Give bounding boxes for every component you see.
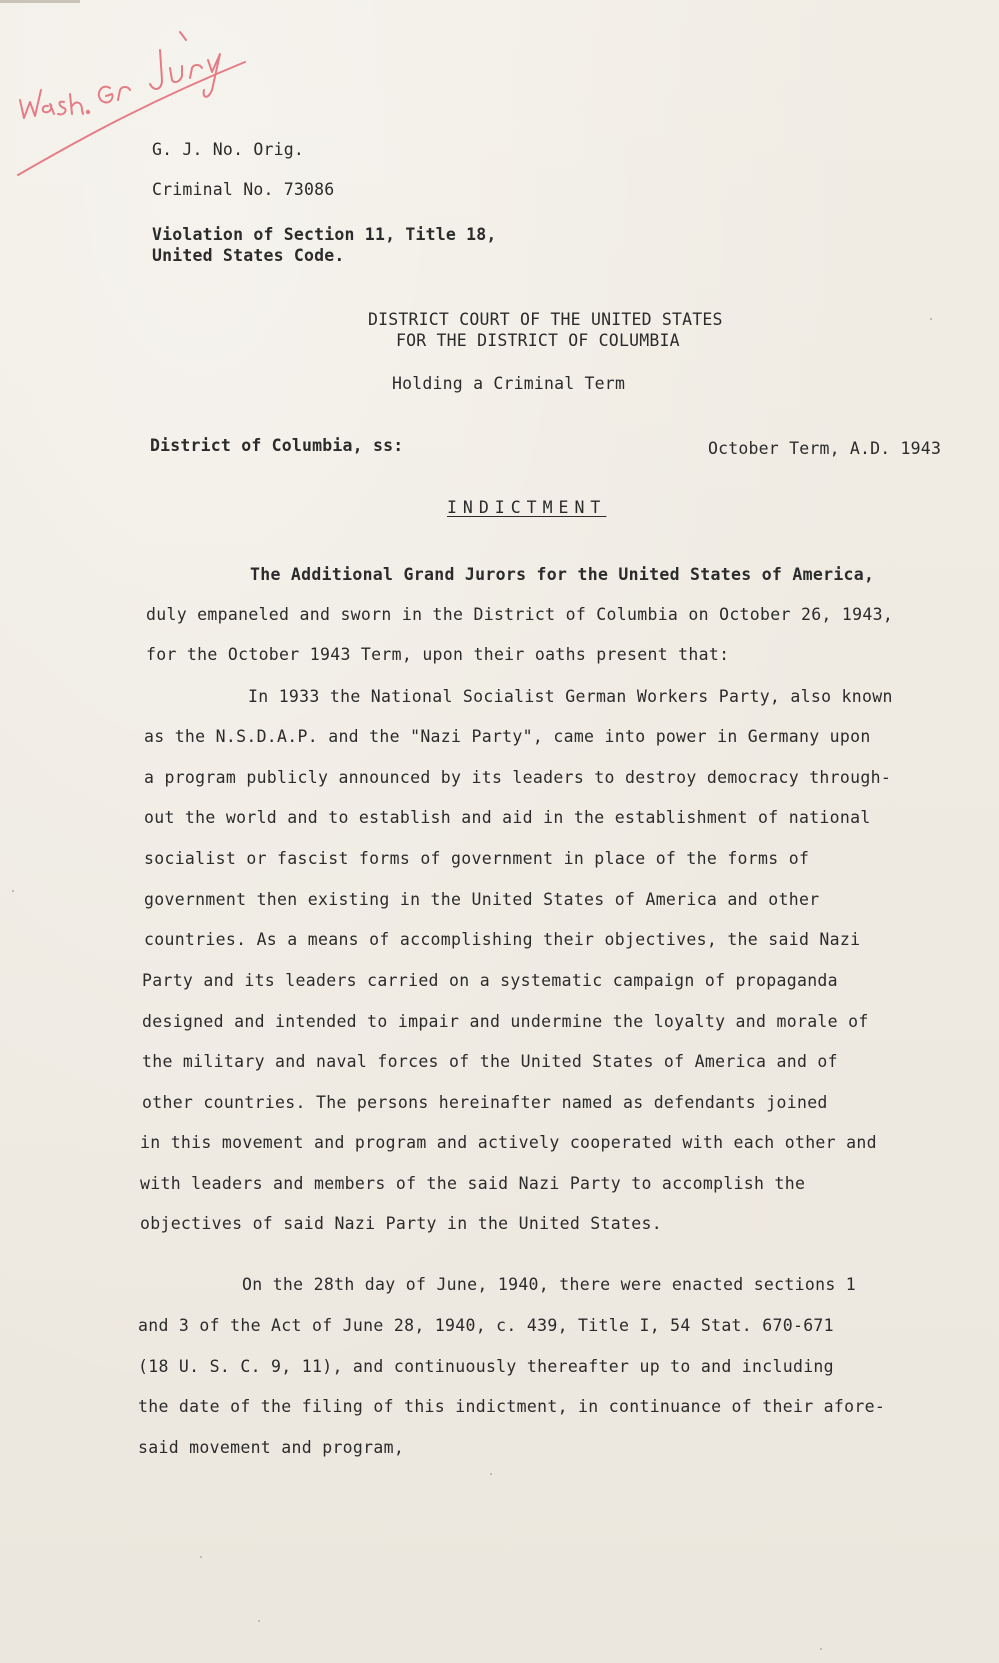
- body-line: The Additional Grand Jurors for the United States of America,: [250, 565, 875, 584]
- court-term-line: Holding a Criminal Term: [392, 374, 626, 393]
- paper-speck: [930, 318, 932, 320]
- venue-term: October Term, A.D. 1943: [708, 439, 942, 458]
- document-title: INDICTMENT: [447, 498, 607, 517]
- violation-line-2: United States Code.: [152, 246, 345, 265]
- criminal-number: Criminal No. 73086: [152, 180, 335, 199]
- body-line: designed and intended to impair and undermine the loyalty and morale of: [142, 1012, 869, 1031]
- court-name-line-1: DISTRICT COURT OF THE UNITED STATES: [368, 310, 723, 329]
- body-line: and 3 of the Act of June 28, 1940, c. 439, Title I, 54 Stat. 670-671: [138, 1316, 834, 1335]
- body-line: with leaders and members of the said Nazi Party to accomplish the: [140, 1174, 806, 1193]
- body-line: a program publicly announced by its leaders to destroy democracy through-: [144, 768, 892, 787]
- court-name-line-2: FOR THE DISTRICT OF COLUMBIA: [396, 331, 680, 350]
- body-line: as the N.S.D.A.P. and the "Nazi Party", came into power in Germany upon: [144, 727, 871, 746]
- body-line: for the October 1943 Term, upon their oaths present that:: [146, 645, 730, 664]
- paper-speck: [12, 890, 14, 892]
- violation-line-1: Violation of Section 11, Title 18,: [152, 225, 497, 244]
- body-line: (18 U. S. C. 9, 11), and continuously thereafter up to and including: [138, 1357, 834, 1376]
- body-line: Party and its leaders carried on a systematic campaign of propaganda: [142, 971, 838, 990]
- paper-speck: [258, 1620, 260, 1622]
- paper-edge-mark: [0, 0, 80, 3]
- body-line: objectives of said Nazi Party in the United States.: [140, 1214, 662, 1233]
- venue-district: District of Columbia, ss:: [150, 436, 404, 455]
- body-line: duly empaneled and sworn in the District of Columbia on October 26, 1943,: [146, 605, 894, 624]
- grand-jury-number: G. J. No. Orig.: [152, 140, 305, 159]
- body-line: countries. As a means of accomplishing their objectives, the said Nazi: [144, 930, 861, 949]
- body-line: the date of the filing of this indictment, in continuance of their afore-: [138, 1397, 886, 1416]
- body-line: In 1933 the National Socialist German Workers Party, also known: [248, 687, 893, 706]
- body-line: government then existing in the United States of America and other: [144, 890, 820, 909]
- paper-speck: [490, 1473, 492, 1475]
- body-line: the military and naval forces of the United States of America and of: [142, 1052, 838, 1071]
- paper-speck: [200, 1556, 202, 1558]
- body-line: On the 28th day of June, 1940, there were enacted sections 1: [242, 1275, 857, 1294]
- paper-speck: [820, 1648, 822, 1650]
- body-line: out the world and to establish and aid in the establishment of national: [144, 808, 871, 827]
- body-line: said movement and program,: [138, 1438, 405, 1457]
- body-line: socialist or fascist forms of government in place of the forms of: [144, 849, 810, 868]
- body-line: other countries. The persons hereinafter named as defendants joined: [142, 1093, 828, 1112]
- body-line: in this movement and program and actively cooperated with each other and: [140, 1133, 877, 1152]
